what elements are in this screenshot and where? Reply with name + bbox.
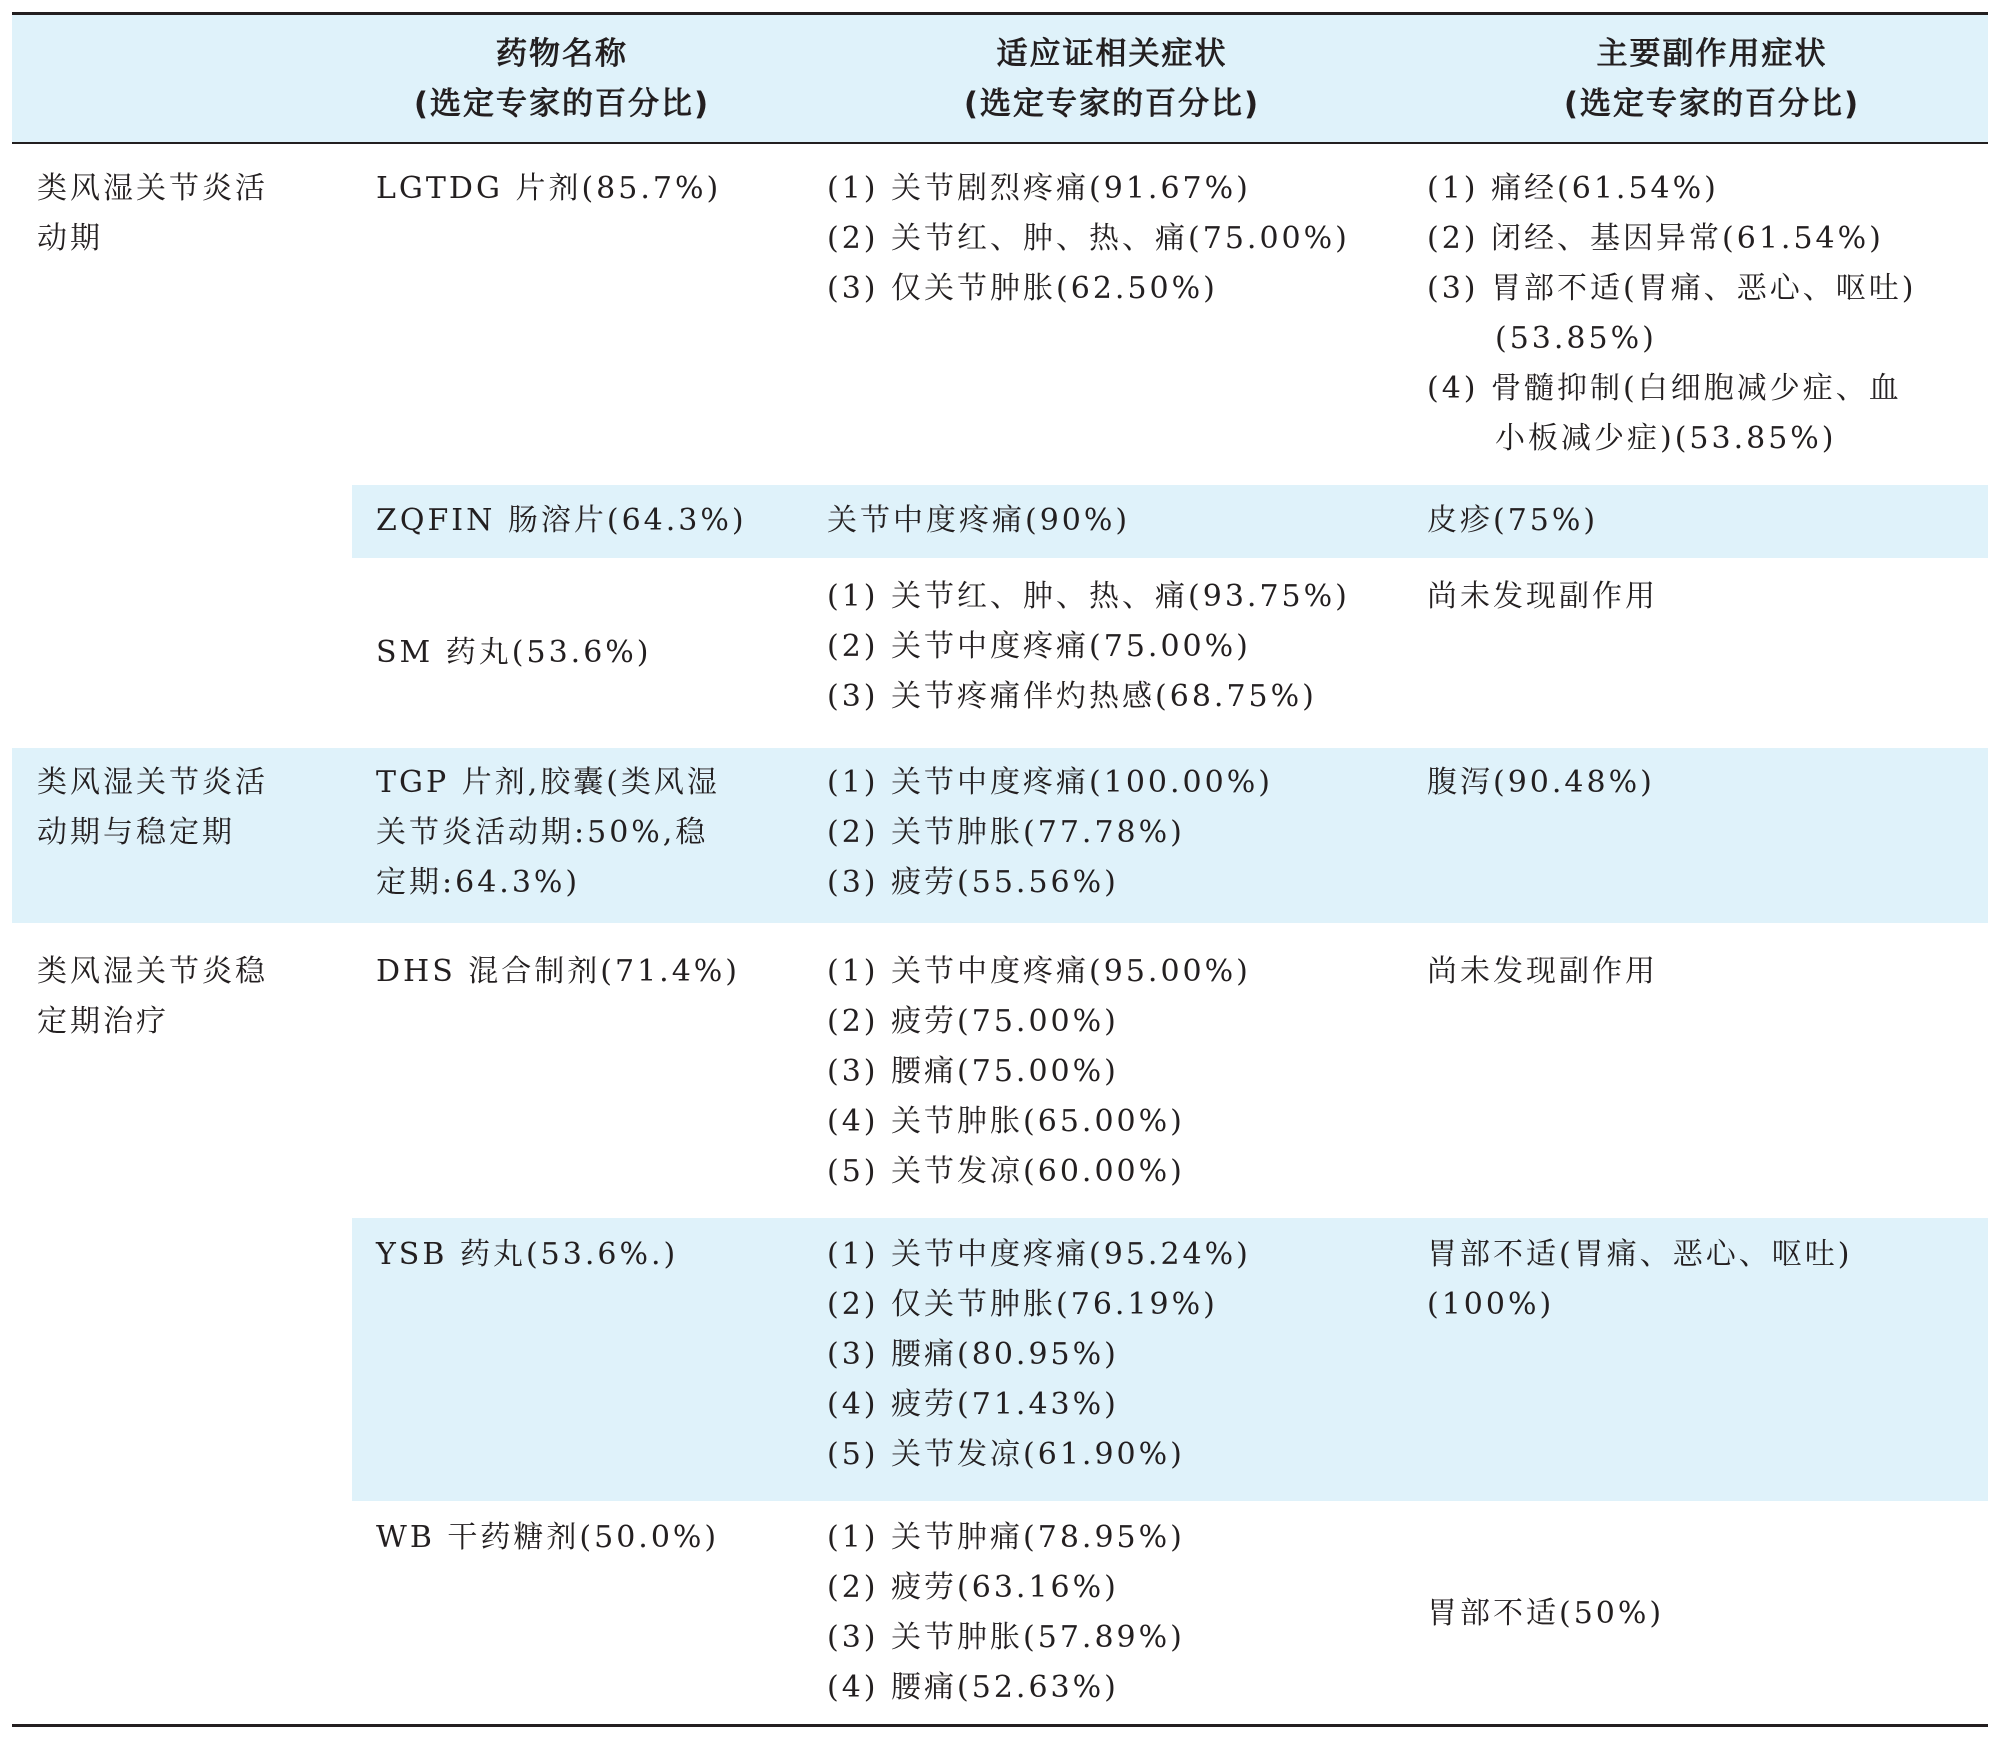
side-effects: 胃部不适(50%) — [1427, 1596, 1665, 1631]
table-bottom-rule — [12, 1724, 1988, 1727]
side-effects: 尚未发现副作用 — [1427, 954, 1658, 989]
indications: (1) 关节中度疼痛(100.00%) (2) 关节肿胀(77.78%) (3) 疲劳(55.56%) — [827, 765, 1273, 900]
indications: (1) 关节中度疼痛(95.00%) (2) 疲劳(75.00%) (3) 腰痛(75.00%) (4) 关节肿胀(65.00%) (5) 关节发凉(60.00%) — [827, 954, 1251, 1189]
indications: (1) 关节剧烈疼痛(91.67%) (2) 关节红、肿、热、痛(75.00%) (3) 仅关节肿胀(62.50%) — [827, 171, 1350, 306]
indications: 关节中度疼痛(90%) — [827, 503, 1131, 538]
group-label: 类风湿关节炎活 动期 — [37, 171, 268, 256]
side-effects: 腹泻(90.48%) — [1427, 765, 1655, 800]
drug-name: SM 药丸(53.6%) — [376, 635, 652, 670]
indications: (1) 关节中度疼痛(95.24%) (2) 仅关节肿胀(76.19%) (3) 腰痛(80.95%) (4) 疲劳(71.43%) (5) 关节发凉(61.90%) — [827, 1237, 1251, 1472]
drug-name: TGP 片剂,胶囊(类风湿 关节炎活动期:50%,稳 定期:64.3%) — [376, 765, 720, 900]
side-effects: (1) 痛经(61.54%) (2) 闭经、基因异常(61.54%) (3) 胃部不适(胃痛、恶心、呕吐) (53.85%) (4) 骨髓抑制(白细胞减少症、血 小板减少症)(53.85%) — [1427, 171, 1917, 456]
table-header — [12, 15, 1988, 142]
header-indications: 适应证相关症状 (选定专家的百分比) — [963, 36, 1261, 122]
indications: (1) 关节红、肿、热、痛(93.75%) (2) 关节中度疼痛(75.00%) (3) 关节疼痛伴灼热感(68.75%) — [827, 579, 1350, 714]
drug-name: YSB 药丸(53.6%.) — [376, 1237, 679, 1272]
drug-name: WB 干药糖剂(50.0%) — [376, 1520, 720, 1555]
side-effects: 胃部不适(胃痛、恶心、呕吐) (100%) — [1427, 1237, 1853, 1322]
drug-name: DHS 混合制剂(71.4%) — [376, 954, 741, 989]
indications: (1) 关节肿痛(78.95%) (2) 疲劳(63.16%) (3) 关节肿胀(57.89%) (4) 腰痛(52.63%) — [827, 1520, 1185, 1705]
group-label: 类风湿关节炎稳 定期治疗 — [37, 954, 268, 1039]
header-side-effects: 主要副作用症状 (选定专家的百分比) — [1563, 36, 1861, 122]
header-rule — [12, 142, 1988, 144]
side-effects: 皮疹(75%) — [1427, 503, 1599, 538]
header-drug-name: 药物名称 (选定专家的百分比) — [413, 36, 711, 122]
drug-name: ZQFIN 肠溶片(64.3%) — [376, 503, 747, 538]
side-effects: 尚未发现副作用 — [1427, 579, 1658, 614]
drug-name: LGTDG 片剂(85.7%) — [376, 171, 722, 206]
group-label: 类风湿关节炎活 动期与稳定期 — [37, 765, 268, 850]
